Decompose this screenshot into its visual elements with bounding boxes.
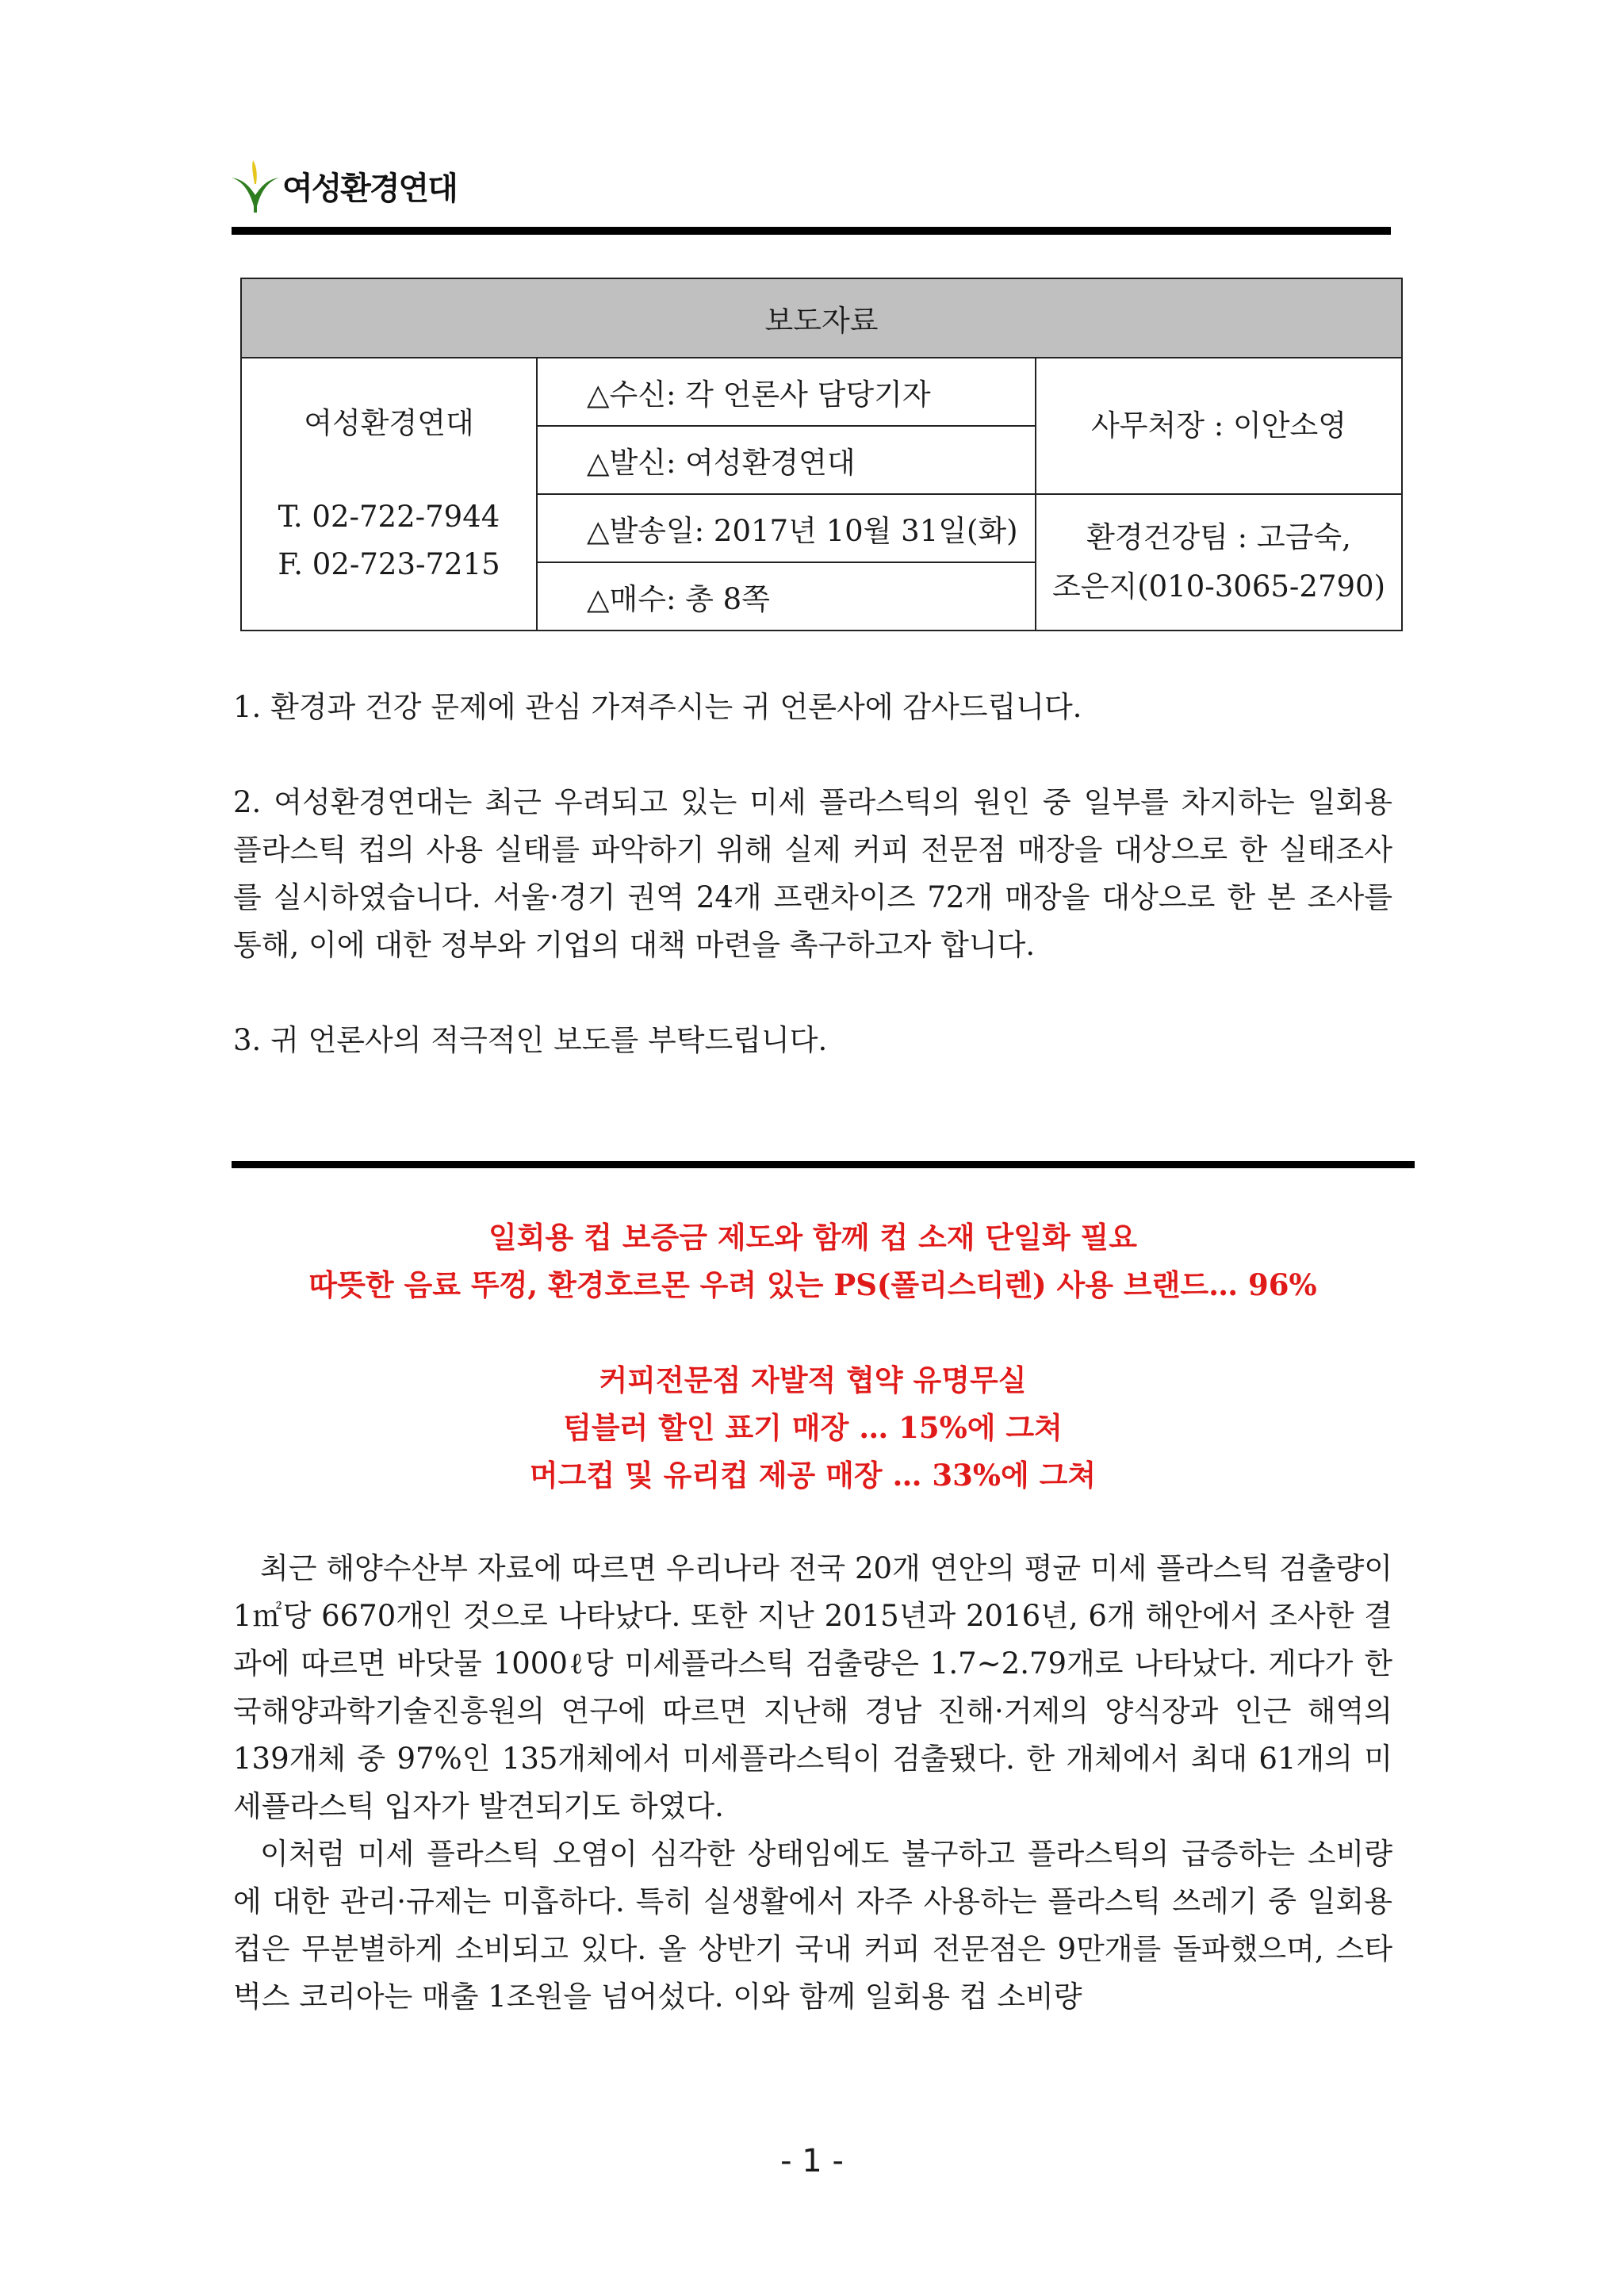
pages-cell: △매수: 총 8쪽	[537, 562, 1036, 631]
org-name: 여성환경연대	[304, 406, 474, 440]
press-release-table	[240, 278, 1403, 631]
article-paragraph-1: 최근 해양수산부 자료에 따르면 우리나라 전국 20개 연안의 평균 미세 플라스틱 검출량이 1㎡당 6670개인 것으로 나타났다. 또한 지난 2015년과 2016년, 6개 해안에서 조사한 결과에 따르면 바닷물 1000ℓ당 미세플라스틱 검출량은 1.7~2.79개로 나타났다. 게다가 한국해양과학기술진흥원의 연구에 따르면 지난해 경남 진해·거제의 양식장과 인근 해역의 139개체 중 97%인 135개체에서 미세플라스틱이 검출됐다. 한 개체에서 최대 61개의 미세플라스틱 입자가 발견되기도 하였다.	[233, 1551, 1392, 1823]
intro-section	[233, 684, 1392, 1064]
team-line-1: 환경건강팀 : 고금숙,	[1086, 520, 1351, 554]
sprout-logo-icon	[230, 157, 281, 214]
team-contact-cell	[1036, 494, 1402, 631]
org-contact-cell	[241, 358, 537, 631]
headline-3: 커피전문점 자발적 협약 유명무실	[599, 1363, 1027, 1397]
intro-paragraph-1: 1. 환경과 건강 문제에 관심 가져주시는 귀 언론사에 감사드립니다.	[233, 690, 1082, 724]
header-divider	[232, 227, 1391, 235]
article-body	[233, 1545, 1392, 2021]
section-divider	[232, 1161, 1415, 1168]
press-release-title: 보도자료	[241, 278, 1402, 358]
headline-4: 텀블러 할인 표기 매장 … 15%에 그쳐	[563, 1410, 1063, 1445]
headline-1: 일회용 컵 보증금 제도와 함께 컵 소재 단일화 필요	[488, 1220, 1137, 1255]
headline-2: 따뜻한 음료 뚜껑, 환경호르몬 우려 있는 PS(폴리스티렌) 사용 브랜드… 96%	[308, 1267, 1317, 1302]
headline-block	[233, 1213, 1392, 1499]
recipient-cell: △수신: 각 언론사 담당기자	[537, 358, 1036, 426]
team-line-2: 조은지(010-3065-2790)	[1051, 569, 1386, 604]
director-cell: 사무처장 : 이안소영	[1036, 358, 1402, 494]
article-paragraph-2: 이처럼 미세 플라스틱 오염이 심각한 상태임에도 불구하고 플라스틱의 급증하는 소비량에 대한 관리·규제는 미흡하다. 특히 실생활에서 자주 사용하는 플라스틱 쓰레기 중 일회용 컵은 무분별하게 소비되고 있다. 올 상반기 국내 커피 전문점은 9만개를 돌파했으며, 스타벅스 코리아는 매출 1조원을 넘어섰다. 이와 함께 일회용 컵 소비량	[233, 1837, 1392, 2014]
intro-paragraph-2: 2. 여성환경연대는 최근 우려되고 있는 미세 플라스틱의 원인 중 일부를 차지하는 일회용 플라스틱 컵의 사용 실태를 파악하기 위해 실제 커피 전문점 매장을 대상으로 한 실태조사를 실시하였습니다. 서울·경기 권역 24개 프랜차이즈 72개 매장을 대상으로 한 본 조사를 통해, 이에 대한 정부와 기업의 대책 마련을 촉구하고자 합니다.	[233, 785, 1392, 962]
logo-text: 여성환경연대	[282, 170, 457, 207]
page-number: - 1 -	[780, 2143, 844, 2179]
org-phone: T. 02-722-7944	[278, 500, 500, 534]
org-logo	[230, 157, 457, 214]
date-cell: △발송일: 2017년 10월 31일(화)	[537, 494, 1036, 562]
headline-5: 머그컵 및 유리컵 제공 매장 … 33%에 그쳐	[529, 1458, 1097, 1493]
intro-paragraph-3: 3. 귀 언론사의 적극적인 보도를 부탁드립니다.	[233, 1023, 828, 1057]
org-fax: F. 02-723-7215	[278, 547, 500, 581]
sender-cell: △발신: 여성환경연대	[537, 426, 1036, 494]
